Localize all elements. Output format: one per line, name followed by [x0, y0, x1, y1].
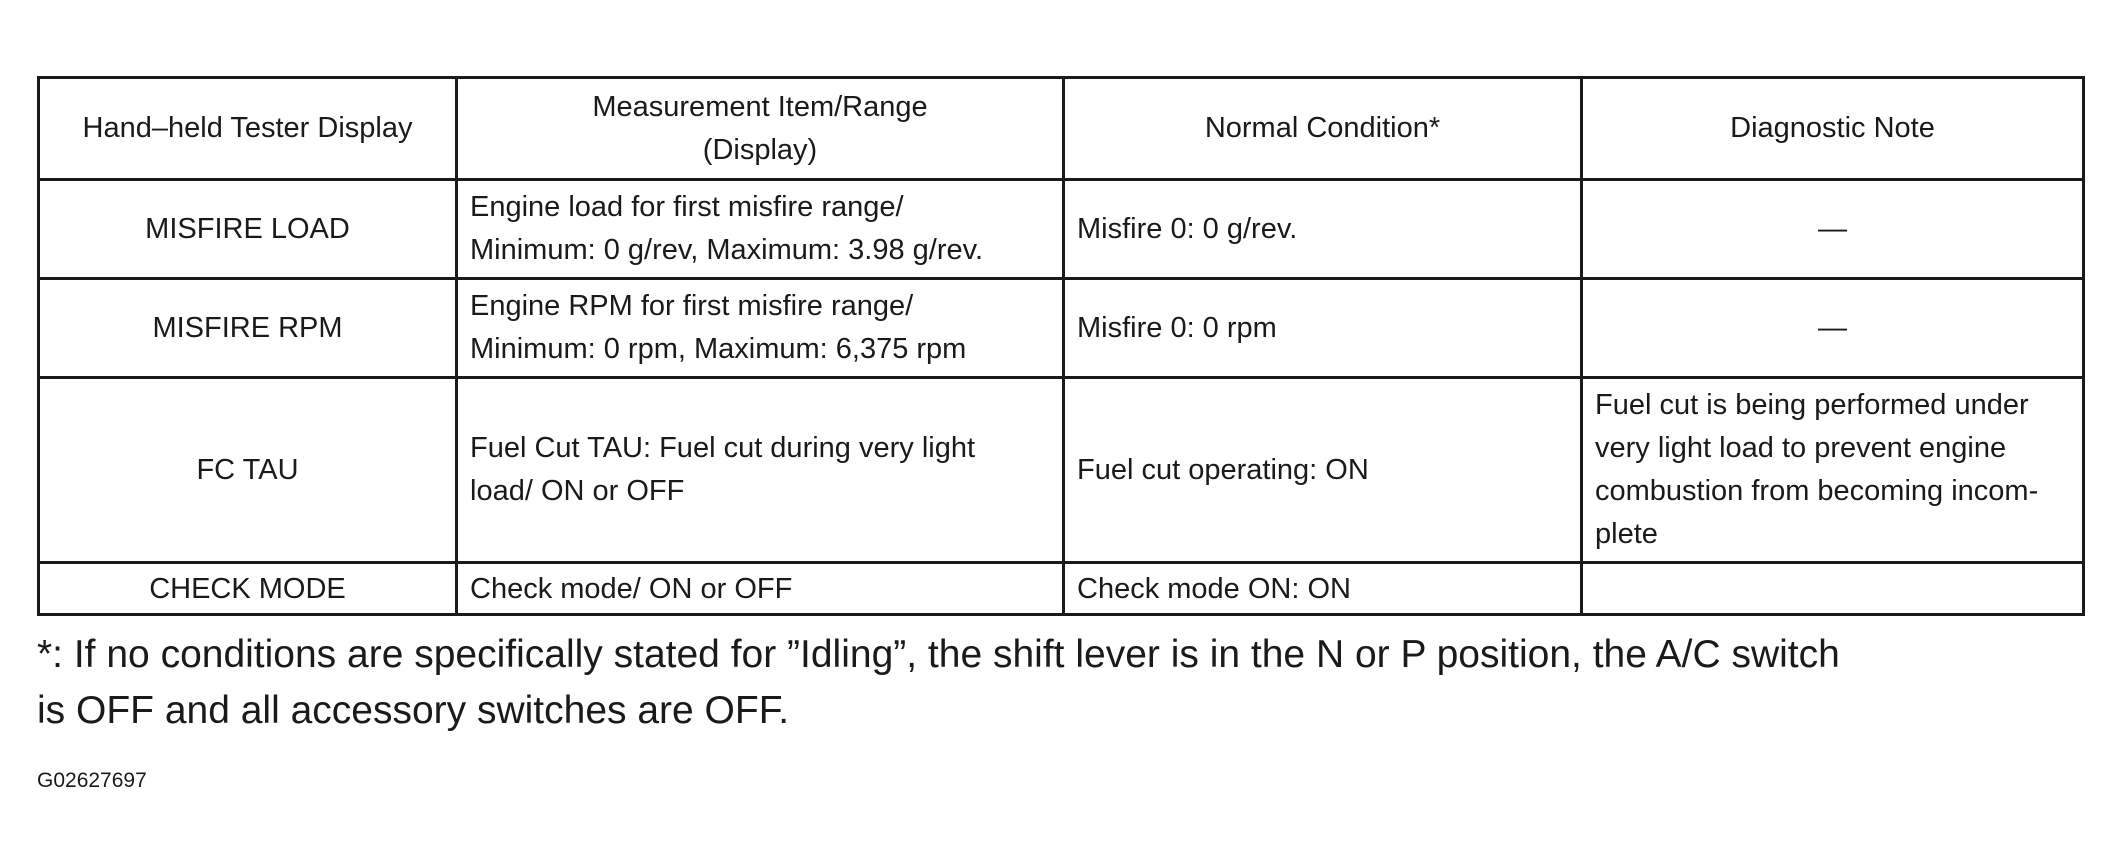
note-line: plete	[1595, 518, 1658, 550]
footnote-line: is OFF and all accessory switches are OFF.	[37, 689, 790, 732]
cell-measurement-item	[457, 378, 1064, 563]
cell-diagnostic-note	[1582, 378, 2084, 563]
cell-tester-display: MISFIRE LOAD	[39, 180, 457, 279]
table-row	[39, 378, 2084, 563]
note-line: very light load to prevent engine	[1595, 432, 2007, 464]
measurement-line: load/ ON or OFF	[470, 475, 685, 507]
header-tester-display: Hand–held Tester Display	[39, 78, 457, 180]
cell-diagnostic-note	[1582, 563, 2084, 615]
table-header-row	[39, 78, 2084, 180]
cell-normal-condition: Misfire 0: 0 rpm	[1064, 279, 1582, 378]
cell-tester-display: MISFIRE RPM	[39, 279, 457, 378]
figure-id: G02627697	[37, 769, 147, 792]
cell-measurement-item	[457, 180, 1064, 279]
measurement-line: Minimum: 0 rpm, Maximum: 6,375 rpm	[470, 333, 967, 365]
footnote-line: *: If no conditions are specifically stated for ”Idling”, the shift lever is in the N or P position, the A/C switch	[37, 633, 1840, 676]
header-measurement-item: Measurement Item/Range (Display)	[457, 78, 1064, 180]
cell-normal-condition: Fuel cut operating: ON	[1064, 378, 1582, 563]
footnote	[37, 627, 2097, 739]
note-line: combustion from becoming incom-	[1595, 475, 2039, 507]
cell-tester-display: CHECK MODE	[39, 563, 457, 615]
measurement-line: Minimum: 0 g/rev, Maximum: 3.98 g/rev.	[470, 234, 984, 266]
cell-measurement-item	[457, 279, 1064, 378]
cell-diagnostic-note	[1582, 279, 2084, 378]
header-diagnostic-note: Diagnostic Note	[1582, 78, 2084, 180]
note-line: Fuel cut is being performed under	[1595, 389, 2029, 421]
table-row	[39, 563, 2084, 615]
table-row	[39, 180, 2084, 279]
cell-tester-display: FC TAU	[39, 378, 457, 563]
data-list-table	[37, 76, 2085, 616]
dash-mark: —	[1818, 212, 1847, 245]
cell-normal-condition: Misfire 0: 0 g/rev.	[1064, 180, 1582, 279]
header-normal-condition: Normal Condition*	[1064, 78, 1582, 180]
cell-diagnostic-note	[1582, 180, 2084, 279]
cell-normal-condition: Check mode ON: ON	[1064, 563, 1582, 615]
measurement-line: Engine RPM for first misfire range/	[470, 290, 914, 322]
cell-measurement-item: Check mode/ ON or OFF	[457, 563, 1064, 615]
measurement-line: Engine load for first misfire range/	[470, 191, 904, 223]
measurement-line: Fuel Cut TAU: Fuel cut during very light	[470, 432, 976, 464]
dash-mark: —	[1818, 311, 1847, 344]
table-row	[39, 279, 2084, 378]
